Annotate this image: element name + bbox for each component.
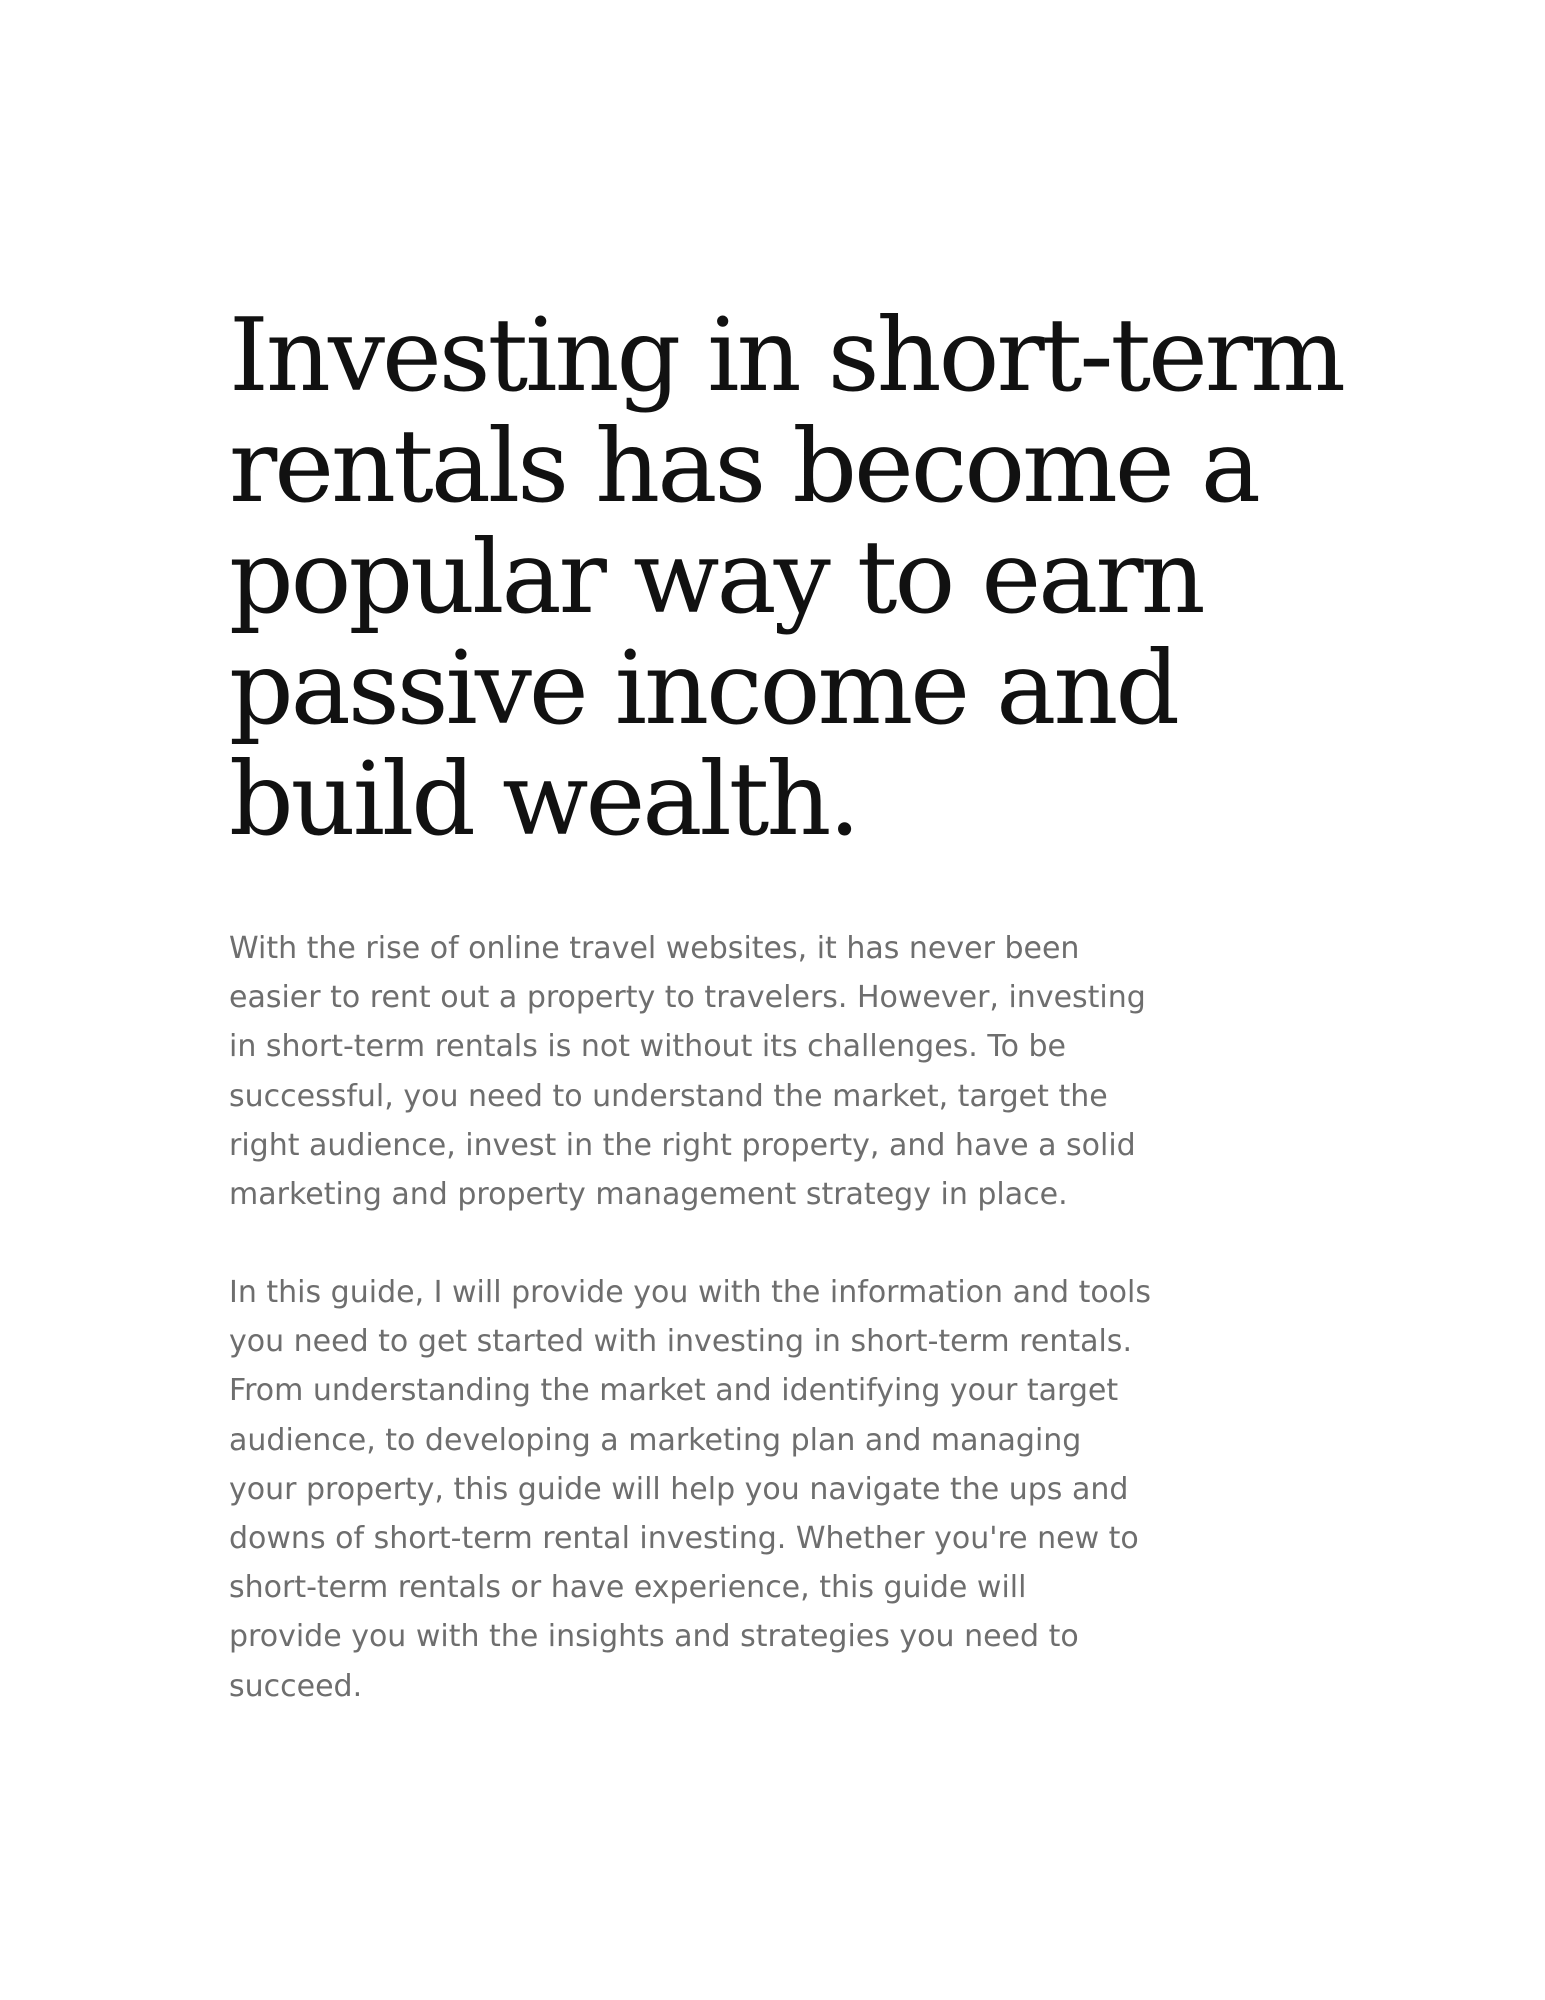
headline-line: rentals has become a (229, 407, 1259, 525)
intro-paragraph (229, 924, 1146, 1219)
paragraph-line: short-term rentals or have experience, this guide will (229, 1570, 1027, 1606)
headline-line: passive income and (229, 629, 1178, 747)
paragraph-line: With the rise of online travel websites, it has never been (229, 931, 1080, 966)
paragraph-line: successful, you need to understand the market, target the (229, 1078, 1108, 1114)
paragraph-line: From understanding the market and identifying your target (229, 1373, 1119, 1409)
paragraph-line: provide you with the insights and strategies you need to (229, 1619, 1079, 1655)
paragraph-line: easier to rent out a property to travelers. However, investing (229, 980, 1146, 1016)
headline-line: Investing in short-term (229, 296, 1343, 414)
headline-line: popular way to earn (229, 518, 1203, 636)
page-headline (229, 296, 1343, 858)
headline-line: build wealth. (229, 740, 858, 858)
guide-paragraph (229, 1268, 1151, 1711)
paragraph-line: your property, this guide will help you navigate the ups and (229, 1471, 1129, 1507)
headline-block (229, 296, 1343, 858)
paragraph-line: audience, to developing a marketing plan and managing (229, 1422, 1082, 1458)
paragraph-line: in short-term rentals is not without its challenges. To be (229, 1029, 1066, 1065)
paragraph-line: marketing and property management strategy in place. (229, 1177, 1068, 1213)
paragraph-line: you need to get started with investing in short-term rentals. (229, 1324, 1132, 1360)
paragraph-line: downs of short-term rental investing. Whether you're new to (229, 1521, 1139, 1557)
paragraph-line: succeed. (229, 1668, 363, 1704)
paragraph-line: In this guide, I will provide you with the information and tools (229, 1275, 1152, 1310)
paragraph-line: right audience, invest in the right property, and have a solid (229, 1127, 1136, 1163)
